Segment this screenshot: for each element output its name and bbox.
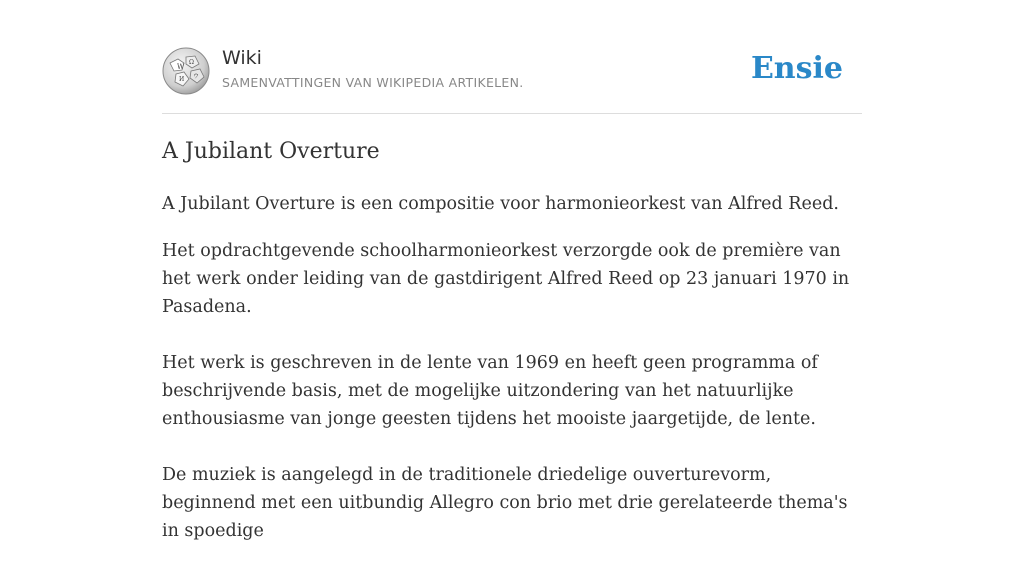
wikipedia-globe-icon[interactable] <box>162 47 210 95</box>
ensie-brand-logo[interactable]: Ensie <box>750 51 843 86</box>
article-body <box>162 237 862 573</box>
article-paragraph: De muziek is aangelegd in de traditionele driedelige ouverturevorm, beginnend met een uitbundig Allegro con brio met drie gerelateerde thema's in spoedige <box>162 465 848 541</box>
site-tagline: SAMENVATTINGEN VAN WIKIPEDIA ARTIKELEN. <box>222 75 524 90</box>
article-paragraph: Het werk is geschreven in de lente van 1969 en heeft geen programma of beschrijvende basis, met de mogelijke uitzondering van het natuurlijke enthousiasme van jonge geesten tijdens het mooiste jaargetijde, de lente. <box>162 353 818 429</box>
svg-text:Ω: Ω <box>189 59 194 66</box>
svg-text:И: И <box>179 76 185 83</box>
svg-text:W: W <box>177 63 185 71</box>
article-summary: A Jubilant Overture is een compositie voor harmonieorkest van Alfred Reed. <box>162 194 839 214</box>
site-name[interactable]: Wiki <box>222 47 262 69</box>
svg-text:ウ: ウ <box>193 73 200 80</box>
article-paragraph: Het opdrachtgevende schoolharmonieorkest verzorgde ook de première van het werk onder leiding van de gastdirigent Alfred Reed op 23 januari 1970 in Pasadena. <box>162 241 850 317</box>
site-header <box>162 0 862 114</box>
content-container <box>162 0 862 541</box>
article-title: A Jubilant Overture <box>162 139 380 164</box>
